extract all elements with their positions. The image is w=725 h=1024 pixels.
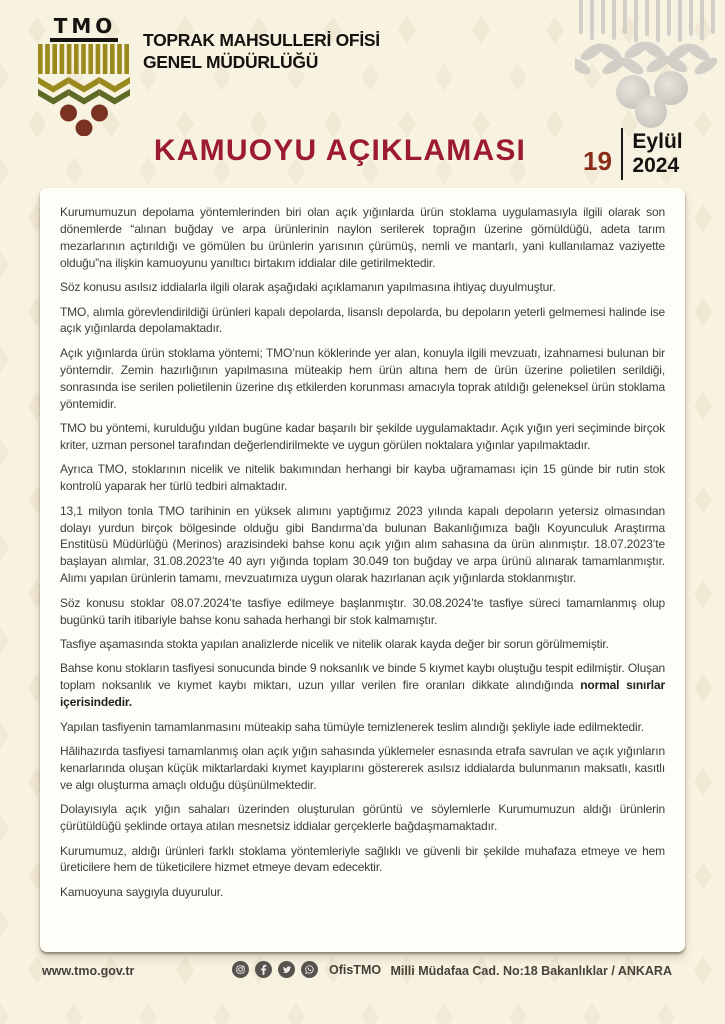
wheat-watermark-icon xyxy=(575,0,717,132)
announcement-paragraph: 13,1 milyon tonla TMO tarihinin en yüksek alımını yaptığımız 2023 yılında kapalı depoların yetersiz olmasından dolayı yurdun birçok bölgesinde olduğu gibi Bandırma’da bulunan Bakanlığımıza bağlı Koyunculuk Araştırma Enstitüsü Müdürlüğü (Merinos) arazisindeki bahse konu açık yığın alım sahasına da ürün alınmıştır. 18.07.2023’te başlayan alımlar, 31.08.2023’te 40 ayrı yığında toplam 30.049 ton buğday ve arpa ürünü alınarak tamamlanmıştır. Alımı yapılan ürünlerin tamamı, mevzuatımıza uygun olarak hazırlanan açık yığınlarda stoklanmıştır. xyxy=(60,503,665,586)
announcement-paragraph: Tasfiye aşamasında stokta yapılan analizlerde nicelik ve nitelik olarak kayda değer bir sorun görülmemiştir. xyxy=(60,636,609,651)
page-title: KAMUOYU AÇIKLAMASI xyxy=(153,134,527,167)
organization-name-line2: GENEL MÜDÜRLÜĞÜ xyxy=(143,51,319,72)
announcement-paragraph: Açık yığınlarda ürün stoklama yöntemi; TMO’nun köklerinde yer alan, konuyla ilgili mevzuatı, izahnamesi bulunan bir yöntemdir. Zemin hazırlığının yapılmasına müteakip hem ürün altına hem de ürün üzerine polietilen serildiği, sonrasında ise serilen polietilenin üzerine dış etkilerden korunması amacıyla toprak atıldığı geleneksel ürün stoklama yöntemidir. xyxy=(60,345,665,411)
announcement-paragraph: TMO, alımla görevlendirildiği ürünleri kapalı depolarda, lisanslı depolarda, bu depoların yeterli gelmemesi halinde ise açık yığınlarda depolamaktadır. xyxy=(60,304,665,336)
announcement-paragraph: Hâlihazırda tasfiyesi tamamlanmış olan açık yığın sahasında yüklemeler esnasında etrafa savrulan ve açık yığınların kenarlarında oluşan küçük miktarlardaki kıymet kayıplarını göstererek asılsız iddialarda bulunmanın maksatlı, kasıtlı ve algı oluşturma amaçlı olduğu düşünülmektedir. xyxy=(60,743,665,792)
announcement-paragraph: Söz konusu asılsız iddialarla ilgili olarak aşağıdaki açıklamanın yapılmasına ihtiyaç duyulmuştur. xyxy=(60,280,556,295)
announcement-paragraph: Ayrıca TMO, stoklarının nicelik ve nitelik bakımından herhangi bir kayba uğramaması için 15 günde bir rutin stok kontrolü yaparak her türlü tedbiri almaktadır. xyxy=(60,462,665,494)
announcement-paragraph: TMO bu yöntemi, kurulduğu yıldan bugüne kadar başarılı bir şekilde uygulamaktadır. Açık yığın yeri seçiminde birçok kriter, uzman personel tarafından değerlendirilmekte ve uygun görülen noktalara yığınlar yapılmaktadır. xyxy=(60,420,665,452)
date-block xyxy=(583,128,683,180)
header xyxy=(38,16,380,136)
announcement-paragraph: Kurumumuzun depolama yöntemlerinden biri olan açık yığınlarda ürün stoklama uygulamasıyla ilgili olarak son dönemlerde “alınan buğday ve arpa ürünlerinin naylon serilerek toprağın üzerine gömüldüğü, adeta tarım mezarlarının açtırıldığı ve gömülen bu ürünlerin yarısının çürümüş, nemli ve mantarlı, yani kullanılamaz vaziyette olduğu”na ilişkin kamuoyunu yanıltıcı birtakım iddialar dile getirilmektedir. xyxy=(60,205,665,270)
date-year: 2024 xyxy=(632,154,680,177)
tmo-logo-acronym: TMO xyxy=(50,16,119,42)
website-url[interactable]: www.tmo.gov.tr xyxy=(42,964,135,978)
announcement-paragraph: Yapılan tasfiyenin tamamlanmasını müteakip saha tümüyle temizlenerek teslim alındığı şekliyle iade edilmektedir. xyxy=(60,719,644,734)
announcement-paragraph: Dolayısıyla açık yığın sahaları üzerinden oluşturulan görüntü ve söylemlerle Kurumumuzun aldığı ürünlerin çürütüldüğü şeklinde ortaya atılan mesnetsiz iddialar gerçeklerle bağdaşmamaktadır. xyxy=(60,802,665,834)
announcement-paragraph: Kamuoyuna saygıyla duyurulur. xyxy=(60,884,224,899)
date-divider xyxy=(621,128,624,180)
instagram-icon[interactable] xyxy=(232,961,249,978)
announcement-paragraph: Kurumumuz, aldığı ürünleri farklı stoklama yöntemleriyle sağlıklı ve güvenli bir şekilde muhafaza etmeye ve hem üreticilere hem de tüketicilere hizmet etmeye devam edecektir. xyxy=(60,843,665,875)
whatsapp-icon[interactable] xyxy=(301,961,318,978)
tmo-logo-icon xyxy=(38,16,130,136)
facebook-icon[interactable] xyxy=(255,961,272,978)
date-month-year xyxy=(632,130,682,178)
date-day: 19 xyxy=(583,145,612,176)
title-band xyxy=(0,129,725,177)
twitter-icon[interactable] xyxy=(278,961,295,978)
address: Milli Müdafaa Cad. No:18 Bakanlıklar / ANKARA xyxy=(390,964,672,978)
footer xyxy=(0,958,725,986)
announcement-paragraph: Söz konusu stoklar 08.07.2024’te tasfiye edilmeye başlanmıştır. 30.08.2024’te tasfiye süreci tamamlanmış olup bugünkü tarih itibariyle bahse konu sahada herhangi bir stok kalmamıştır. xyxy=(60,595,665,627)
social-media-row xyxy=(232,961,381,978)
organization-name-line1: TOPRAK MAHSULLERİ OFİSİ xyxy=(143,30,380,50)
tmo-logo-wheat-icon xyxy=(38,44,130,136)
organization-name xyxy=(143,30,380,74)
announcement-paragraph: Bahse konu stokların tasfiyesi sonucunda binde 9 noksanlık ve binde 5 kıymet kaybı oluştuğu tespit edilmiştir. Oluşan toplam noksanlık ve kıymet kaybı miktarı, uzun yıllar verilen fire oranları dikkate alındığında normal sınırlar içerisindedir. xyxy=(60,661,665,710)
date-month: Eylül xyxy=(632,129,683,153)
announcement-body xyxy=(40,188,685,952)
social-handle: OfisTMO xyxy=(329,962,382,977)
